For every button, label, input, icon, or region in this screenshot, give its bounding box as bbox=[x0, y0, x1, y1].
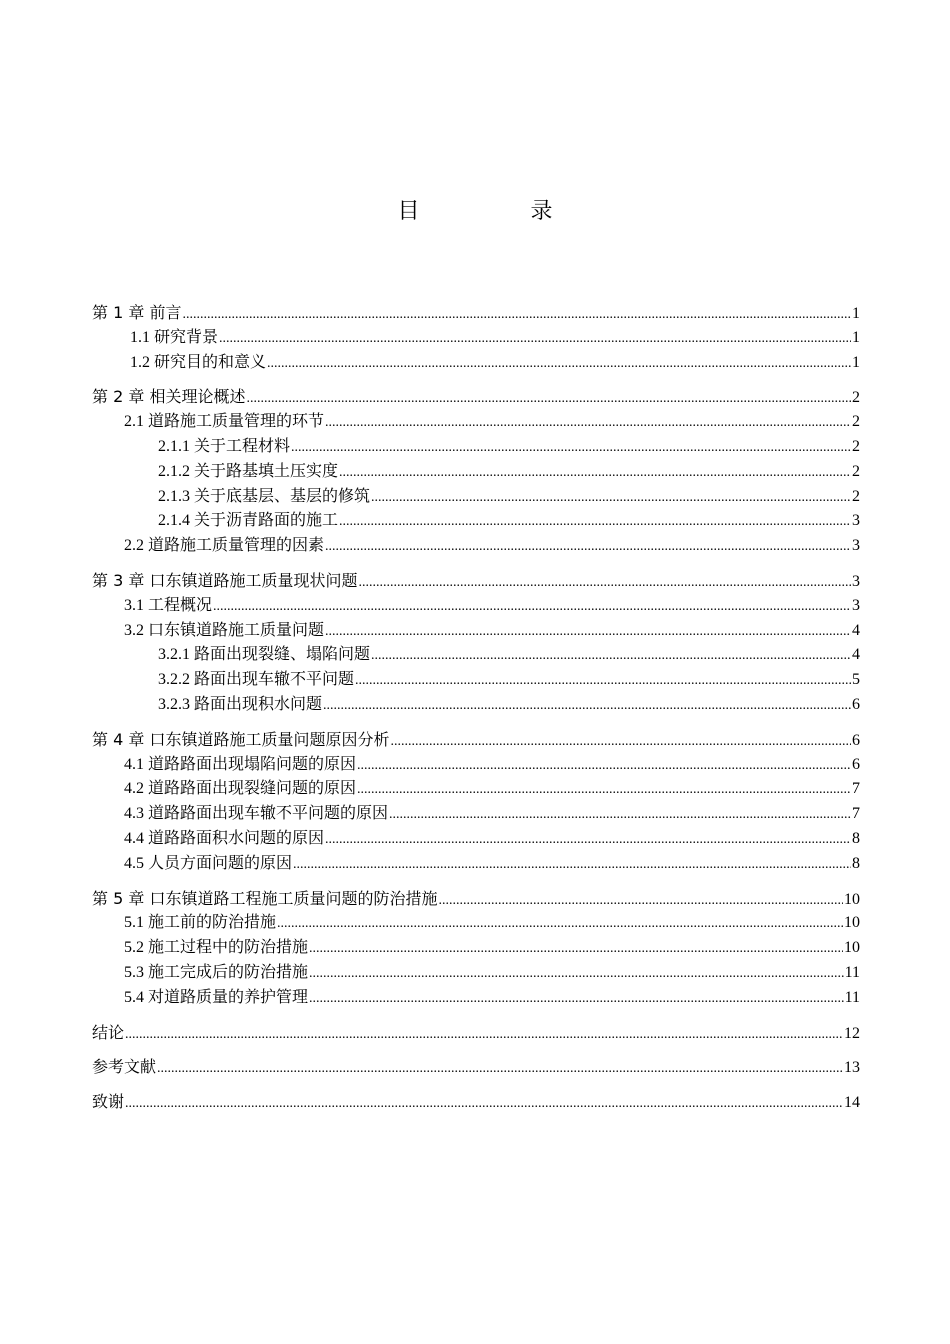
toc-page-number: 4 bbox=[852, 646, 860, 664]
toc-entry-chapter-2[interactable] bbox=[92, 385, 860, 410]
toc-entry-label: 1.2 研究目的和意义 bbox=[130, 353, 267, 371]
dot-leader bbox=[125, 1023, 843, 1043]
toc-page-number: 6 bbox=[852, 695, 860, 713]
toc-page-number: 10 bbox=[844, 939, 860, 957]
toc-entry-label: 2.1 道路施工质量管理的环节 bbox=[124, 413, 325, 431]
toc-page-number: 14 bbox=[844, 1094, 860, 1112]
toc-page-number: 3 bbox=[852, 512, 860, 530]
dot-leader bbox=[293, 853, 851, 873]
toc-entry-label: 第 5 章 口东镇道路工程施工质量问题的防治措施 bbox=[92, 888, 438, 908]
toc-entry-label: 3.1 工程概况 bbox=[124, 596, 213, 614]
dot-leader bbox=[157, 1057, 843, 1077]
toc-entry-label: 4.5 人员方面问题的原因 bbox=[124, 854, 293, 872]
toc-page-number: 11 bbox=[844, 963, 860, 981]
dot-leader bbox=[323, 694, 851, 714]
toc-entry-label: 5.3 施工完成后的防治措施 bbox=[124, 963, 309, 981]
toc-entry-2-1-4[interactable] bbox=[92, 509, 860, 534]
toc-entry-label: 第 1 章 前言 bbox=[92, 303, 182, 322]
dot-leader bbox=[125, 1092, 843, 1112]
toc-page-number: 2 bbox=[852, 389, 860, 407]
toc-page-number: 13 bbox=[844, 1059, 860, 1077]
dot-leader bbox=[325, 411, 851, 431]
toc-entry-4-4[interactable] bbox=[92, 827, 860, 852]
toc-entry-label: 2.2 道路施工质量管理的因素 bbox=[124, 537, 325, 555]
toc-entry-label: 5.1 施工前的防治措施 bbox=[124, 914, 277, 932]
toc-entry-label: 3.2.1 路面出现裂缝、塌陷问题 bbox=[158, 646, 371, 664]
dot-leader bbox=[357, 754, 851, 774]
toc-entry-label: 结论 bbox=[92, 1022, 125, 1042]
dot-leader bbox=[219, 327, 851, 347]
toc-entry-label: 3.2.2 路面出现车辙不平问题 bbox=[158, 671, 355, 689]
toc-page-number: 3 bbox=[852, 537, 860, 555]
toc-entry-label: 2.1.2 关于路基填土压实度 bbox=[158, 462, 339, 480]
toc-page-number: 6 bbox=[852, 731, 860, 749]
dot-leader bbox=[277, 912, 843, 932]
toc-entry-5-1[interactable] bbox=[92, 911, 860, 936]
toc-entry-label: 参考文献 bbox=[92, 1057, 157, 1077]
dot-leader bbox=[371, 644, 851, 664]
toc-page-number: 1 bbox=[852, 353, 860, 371]
toc-entry-label: 4.1 道路路面出现塌陷问题的原因 bbox=[124, 755, 357, 773]
toc-entry-3-2[interactable] bbox=[92, 619, 860, 644]
toc-entry-chapter-1[interactable] bbox=[92, 301, 860, 326]
toc-entry-4-2[interactable] bbox=[92, 777, 860, 802]
dot-leader bbox=[213, 595, 851, 615]
toc-entry-label: 第 2 章 相关理论概述 bbox=[92, 387, 246, 407]
toc-entry-label: 第 4 章 口东镇道路施工质量问题原因分析 bbox=[92, 729, 390, 749]
toc-entry-3-2-3[interactable] bbox=[92, 693, 860, 718]
toc-entry-label: 3.2 口东镇道路施工质量问题 bbox=[124, 621, 325, 639]
dot-leader bbox=[339, 510, 851, 530]
table-of-contents bbox=[92, 301, 860, 1115]
toc-entry-4-3[interactable] bbox=[92, 802, 860, 827]
toc-page-number: 1 bbox=[852, 305, 860, 322]
dot-leader bbox=[182, 303, 851, 323]
dot-leader bbox=[325, 535, 851, 555]
dot-leader bbox=[357, 778, 851, 798]
toc-entry-1-2[interactable] bbox=[92, 351, 860, 376]
toc-entry-4-5[interactable] bbox=[92, 852, 860, 877]
toc-page-number: 5 bbox=[852, 671, 860, 689]
toc-page-number: 8 bbox=[852, 829, 860, 847]
toc-entry-label: 1.1 研究背景 bbox=[130, 328, 219, 346]
toc-entry-2-1-1[interactable] bbox=[92, 435, 860, 460]
toc-entry-2-2[interactable] bbox=[92, 534, 860, 559]
toc-entry-5-2[interactable] bbox=[92, 936, 860, 961]
dot-leader bbox=[325, 620, 851, 640]
toc-entry-conclusion[interactable] bbox=[92, 1021, 860, 1046]
dot-leader bbox=[309, 937, 843, 957]
toc-entry-label: 3.2.3 路面出现积水问题 bbox=[158, 695, 323, 713]
toc-entry-label: 4.3 道路路面出现车辙不平问题的原因 bbox=[124, 805, 389, 823]
toc-entry-acknowledgements[interactable] bbox=[92, 1090, 860, 1115]
toc-entry-label: 2.1.1 关于工程材料 bbox=[158, 437, 291, 455]
toc-entry-label: 2.1.4 关于沥青路面的施工 bbox=[158, 512, 339, 530]
dot-leader bbox=[339, 461, 851, 481]
dot-leader bbox=[291, 436, 851, 456]
toc-page-number: 12 bbox=[844, 1024, 860, 1042]
toc-entry-3-1[interactable] bbox=[92, 594, 860, 619]
toc-entry-label: 4.2 道路路面出现裂缝问题的原因 bbox=[124, 780, 357, 798]
toc-entry-chapter-4[interactable] bbox=[92, 728, 860, 753]
dot-leader bbox=[246, 387, 851, 407]
toc-entry-1-1[interactable] bbox=[92, 326, 860, 351]
toc-page-number: 1 bbox=[852, 328, 860, 346]
dot-leader bbox=[438, 889, 843, 909]
toc-page-number: 6 bbox=[852, 755, 860, 773]
toc-page-number: 3 bbox=[852, 596, 860, 614]
toc-entry-label: 第 3 章 口东镇道路施工质量现状问题 bbox=[92, 570, 358, 590]
toc-page-number: 2 bbox=[852, 487, 860, 505]
toc-entry-label: 4.4 道路路面积水问题的原因 bbox=[124, 829, 325, 847]
toc-entry-5-4[interactable] bbox=[92, 986, 860, 1011]
dot-leader bbox=[267, 352, 851, 372]
toc-entry-3-2-1[interactable] bbox=[92, 643, 860, 668]
dot-leader bbox=[371, 486, 851, 506]
toc-page-number: 11 bbox=[844, 988, 860, 1006]
toc-page-number: 4 bbox=[852, 621, 860, 639]
toc-entry-5-3[interactable] bbox=[92, 961, 860, 986]
toc-page-number: 10 bbox=[844, 914, 860, 932]
dot-leader bbox=[355, 669, 851, 689]
toc-entry-references[interactable] bbox=[92, 1055, 860, 1080]
toc-entry-label: 5.4 对道路质量的养护管理 bbox=[124, 988, 309, 1006]
toc-page-number: 2 bbox=[852, 462, 860, 480]
toc-entry-label: 5.2 施工过程中的防治措施 bbox=[124, 939, 309, 957]
dot-leader bbox=[358, 571, 851, 591]
dot-leader bbox=[325, 828, 851, 848]
toc-page-number: 2 bbox=[852, 437, 860, 455]
toc-page-number: 3 bbox=[852, 572, 860, 590]
toc-entry-chapter-5[interactable] bbox=[92, 887, 860, 912]
toc-entry-2-1-2[interactable] bbox=[92, 460, 860, 485]
toc-entry-4-1[interactable] bbox=[92, 753, 860, 778]
toc-entry-2-1[interactable] bbox=[92, 410, 860, 435]
toc-page-number: 10 bbox=[844, 890, 860, 908]
dot-leader bbox=[309, 962, 844, 982]
toc-entry-label: 2.1.3 关于底基层、基层的修筑 bbox=[158, 487, 371, 505]
toc-entry-chapter-3[interactable] bbox=[92, 569, 860, 594]
toc-page-number: 8 bbox=[852, 854, 860, 872]
toc-entry-2-1-3[interactable] bbox=[92, 485, 860, 510]
dot-leader bbox=[389, 803, 851, 823]
toc-page-number: 7 bbox=[852, 780, 860, 798]
dot-leader bbox=[309, 987, 844, 1007]
toc-entry-3-2-2[interactable] bbox=[92, 668, 860, 693]
toc-entry-label: 致谢 bbox=[92, 1092, 125, 1112]
toc-page-number: 2 bbox=[852, 413, 860, 431]
toc-page-number: 7 bbox=[852, 805, 860, 823]
toc-title: 目 录 bbox=[397, 199, 605, 224]
dot-leader bbox=[390, 730, 851, 750]
